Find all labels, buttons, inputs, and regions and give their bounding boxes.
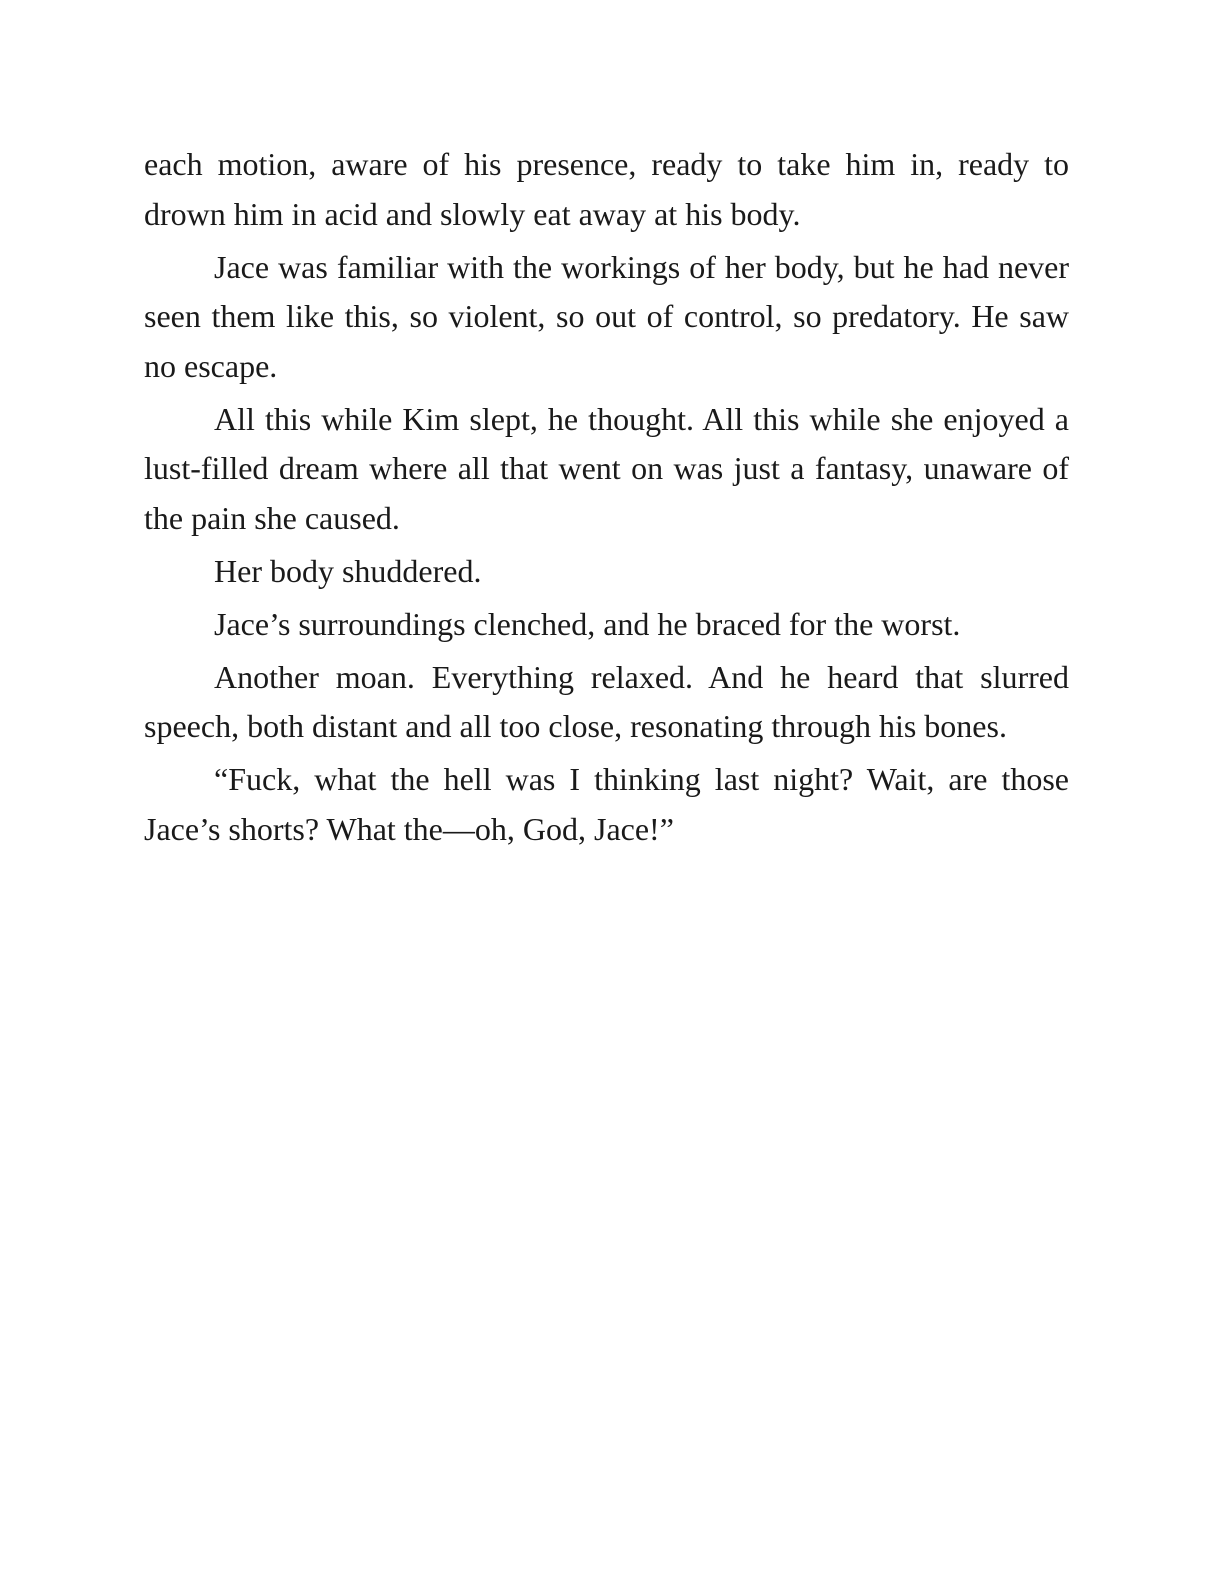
paragraph: All this while Kim slept, he thought. All this while she enjoyed a lust-filled dream where all that went on was just a fantasy, unaware of the pain she caused. [144,400,1069,536]
paragraph: Her body shuddered. [214,552,482,589]
paragraph: Jace was familiar with the workings of her body, but he had never seen them like this, so violent, so out of control, so predatory. He saw no escape. [144,248,1069,384]
document-page [144,140,1069,858]
paragraph: Jace’s surroundings clenched, and he braced for the worst. [214,605,961,642]
paragraph-dialogue: “Fuck, what the hell was I thinking last night? Wait, are those Jace’s shorts? What the—oh, God, Jace!” [144,761,1069,847]
paragraph-continuation: each motion, aware of his presence, ready to take him in, ready to drown him in acid and slowly eat away at his body. [144,146,1069,232]
paragraph: Another moan. Everything relaxed. And he heard that slurred speech, both distant and all too close, resonating through his bones. [144,658,1069,744]
